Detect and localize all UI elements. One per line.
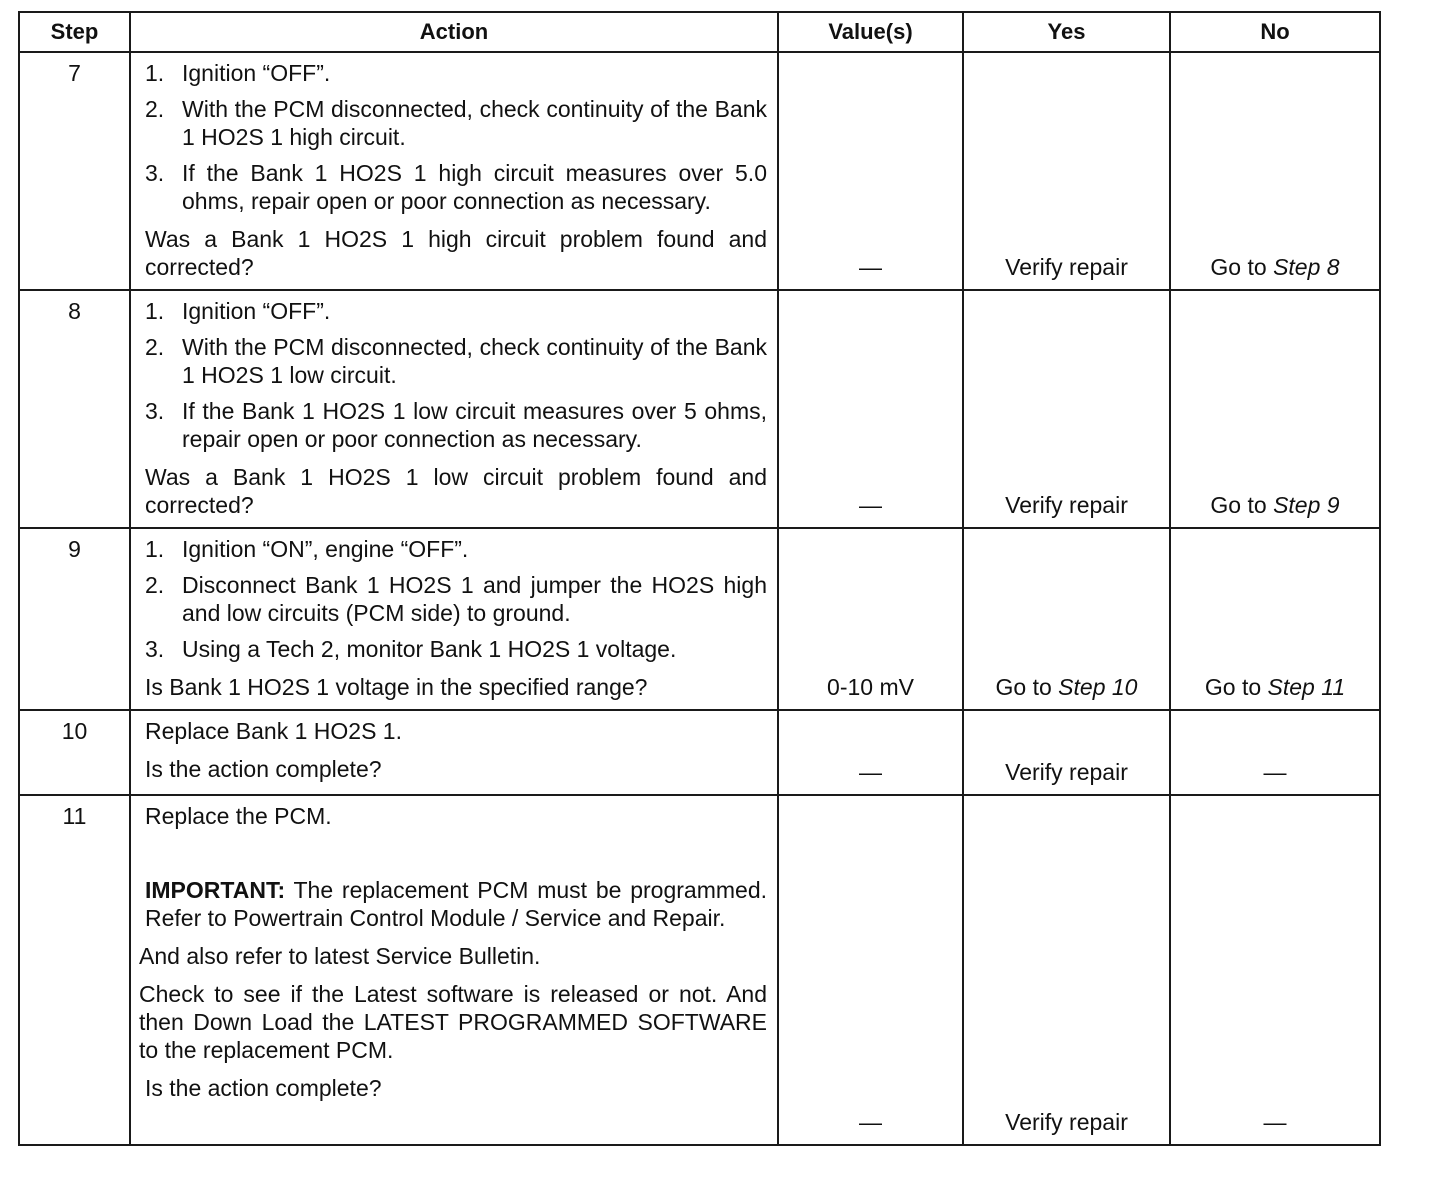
- step-reference: Step 11: [1267, 674, 1346, 700]
- step-number: 9: [19, 528, 130, 710]
- action-step-item: [145, 571, 767, 627]
- yes-cell: Verify repair: [963, 290, 1170, 528]
- action-step-item: [145, 95, 767, 151]
- step-number: 10: [19, 710, 130, 795]
- item-number: 1.: [145, 60, 165, 86]
- important-note: [145, 876, 767, 932]
- item-number: 2.: [145, 572, 165, 598]
- action-step-item: [145, 397, 767, 453]
- item-text: Disconnect Bank 1 HO2S 1 and jumper the HO2S high and low circuits (PCM side) to ground.: [182, 572, 767, 626]
- goto-prefix: Go to: [1210, 254, 1274, 280]
- question-text: Is Bank 1 HO2S 1 voltage in the specified range?: [145, 674, 648, 700]
- diagnostic-table: [18, 11, 1381, 1146]
- item-text: Ignition “OFF”.: [182, 60, 331, 86]
- step-reference: Step 9: [1273, 492, 1340, 518]
- item-number: 3.: [145, 398, 165, 424]
- question-text: Was a Bank 1 HO2S 1 high circuit problem found and corrected?: [145, 226, 767, 280]
- action-text: Replace the PCM.: [145, 803, 332, 829]
- value-cell: —: [778, 290, 963, 528]
- action-cell: [130, 528, 778, 710]
- header-yes: Yes: [963, 12, 1170, 52]
- item-text: Ignition “OFF”.: [182, 298, 331, 324]
- yes-cell: Verify repair: [963, 710, 1170, 795]
- no-cell: [1170, 290, 1380, 528]
- item-number: 2.: [145, 96, 165, 122]
- header-no: No: [1170, 12, 1380, 52]
- action-text: Replace Bank 1 HO2S 1.: [145, 718, 402, 744]
- action-step-item: [145, 59, 767, 87]
- goto-prefix: Go to: [995, 674, 1059, 700]
- no-cell: [1170, 52, 1380, 290]
- action-steps: [145, 535, 767, 663]
- step-reference: Step 8: [1273, 254, 1340, 280]
- step-number: 8: [19, 290, 130, 528]
- action-step-item: [145, 333, 767, 389]
- question-text: Is the action complete?: [145, 756, 382, 782]
- action-step-item: [145, 159, 767, 215]
- header-row: [19, 12, 1380, 52]
- header-action: Action: [130, 12, 778, 52]
- step-reference: Step 10: [1058, 674, 1138, 700]
- action-step-item: [145, 297, 767, 325]
- no-cell: —: [1170, 710, 1380, 795]
- goto-prefix: Go to: [1204, 674, 1268, 700]
- important-text: The replacement PCM must be programmed. Refer to Powertrain Control Module / Service and Repair.: [145, 877, 767, 931]
- value-cell: 0-10 mV: [778, 528, 963, 710]
- header-values: Value(s): [778, 12, 963, 52]
- item-number: 1.: [145, 298, 165, 324]
- action-cell: [130, 290, 778, 528]
- item-text: If the Bank 1 HO2S 1 low circuit measures over 5 ohms, repair open or poor connection as necessary.: [182, 398, 767, 452]
- yes-cell: Verify repair: [963, 52, 1170, 290]
- yes-cell: [963, 528, 1170, 710]
- table-row-step-10: [19, 710, 1380, 795]
- step-number: 11: [19, 795, 130, 1145]
- item-text: With the PCM disconnected, check continuity of the Bank 1 HO2S 1 high circuit.: [182, 96, 767, 150]
- action-step-item: [145, 535, 767, 563]
- item-number: 2.: [145, 334, 165, 360]
- item-number: 1.: [145, 536, 165, 562]
- action-cell: [130, 795, 778, 1145]
- table-row-step-7: [19, 52, 1380, 290]
- item-text: With the PCM disconnected, check continuity of the Bank 1 HO2S 1 low circuit.: [182, 334, 767, 388]
- service-bulletin-note: And also refer to latest Service Bulletin.: [139, 943, 541, 969]
- yes-cell: Verify repair: [963, 795, 1170, 1145]
- action-step-item: [145, 635, 767, 663]
- table-row-step-11: [19, 795, 1380, 1145]
- no-cell: —: [1170, 795, 1380, 1145]
- step-number: 7: [19, 52, 130, 290]
- question-text: Was a Bank 1 HO2S 1 low circuit problem found and corrected?: [145, 464, 767, 518]
- item-text: Ignition “ON”, engine “OFF”.: [182, 536, 469, 562]
- table-row-step-9: [19, 528, 1380, 710]
- item-number: 3.: [145, 636, 165, 662]
- value-cell: —: [778, 52, 963, 290]
- action-steps: [145, 297, 767, 453]
- goto-prefix: Go to: [1210, 492, 1274, 518]
- item-text: Using a Tech 2, monitor Bank 1 HO2S 1 voltage.: [182, 636, 677, 662]
- table-row-step-8: [19, 290, 1380, 528]
- item-number: 3.: [145, 160, 165, 186]
- no-cell: [1170, 528, 1380, 710]
- question-text: Is the action complete?: [145, 1075, 382, 1101]
- header-step: Step: [19, 12, 130, 52]
- item-text: If the Bank 1 HO2S 1 high circuit measures over 5.0 ohms, repair open or poor connection as necessary.: [182, 160, 767, 214]
- software-note: Check to see if the Latest software is released or not. And then Down Load the LATEST PROGRAMMED SOFTWARE to the replacement PCM.: [139, 981, 767, 1063]
- value-cell: —: [778, 795, 963, 1145]
- action-steps: [145, 59, 767, 215]
- value-cell: —: [778, 710, 963, 795]
- action-cell: [130, 710, 778, 795]
- action-cell: [130, 52, 778, 290]
- important-label: IMPORTANT:: [145, 877, 286, 903]
